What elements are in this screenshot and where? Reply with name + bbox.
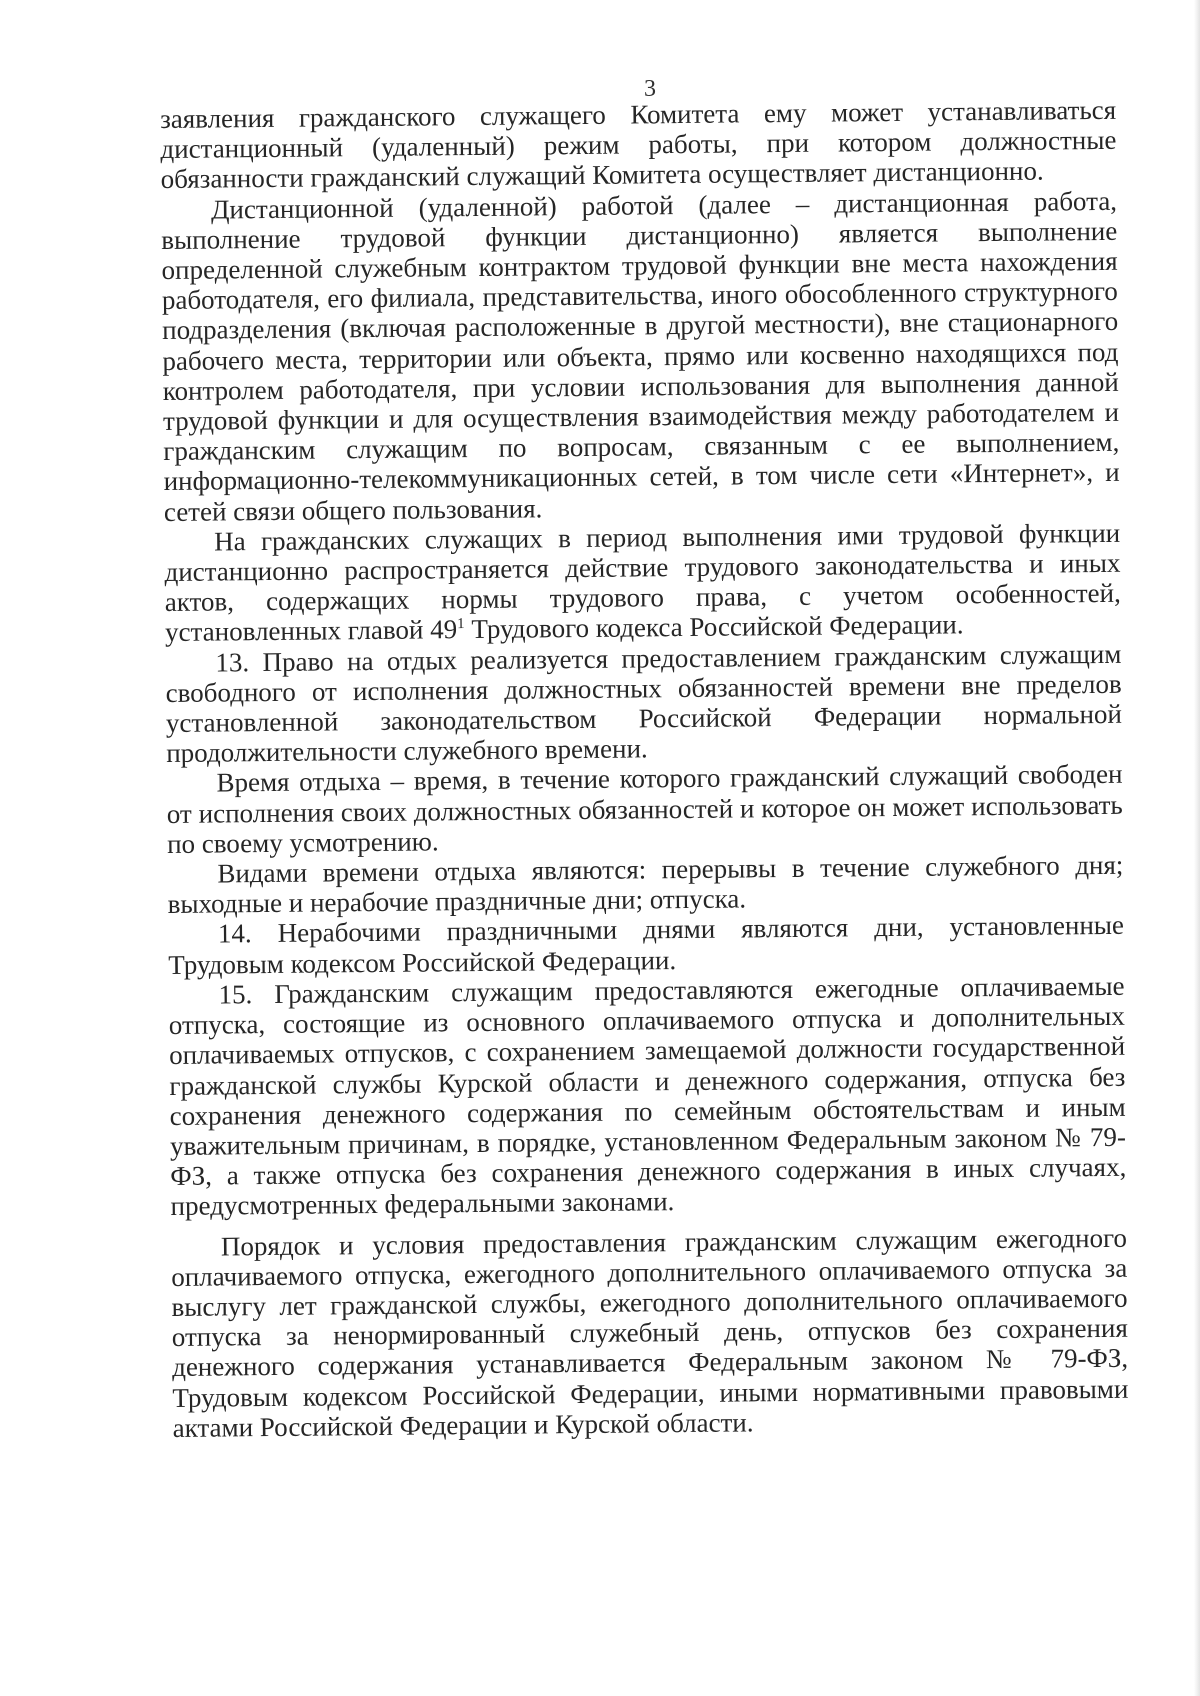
paragraph-rest-types: Видами времени отдыха являются: перерывы в течение служебного дня; выходные и нерабочие праздничные дни; отпуска. <box>167 849 1124 920</box>
document-body <box>160 95 1129 1443</box>
paragraph-labor-law-tail: Трудового кодекса Российской Федерации. <box>464 609 964 645</box>
paragraph-item-15: 15. Гражданским служащим предоставляются ежегодные оплачиваемые отпуска, состоящие из основного оплачиваемого отпуска и дополнительных оплачиваемых отпусков, с сохранением замещаемой должности государственной гражданской службы Курской области и денежного содержания, отпуска без сохранения денежного содержания по семейным обстоятельствам и иным уважительным причинам, в порядке, установленном Федеральным законом № 79-ФЗ, а также отпуска без сохранения денежного содержания в иных случаях, предусмотренных федеральными законами. <box>168 970 1127 1222</box>
paragraph-rest-time: Время отдыха – время, в течение которого гражданский служащий свободен от исполнения своих должностных обязанностей и которое он может использовать по своему усмотрению. <box>166 759 1123 859</box>
paragraph-item-13: 13. Право на отдых реализуется предоставлением гражданским служащим свободного от исполнения должностных обязанностей времени вне пределов установленной законодательством Российской Федерации нормальной продолжительности служебного времени. <box>165 638 1123 769</box>
paragraph-labor-law <box>164 518 1121 648</box>
page-number: 3 <box>644 76 656 102</box>
paragraph-vacation-order: Порядок и условия предоставления гражданским служащим ежегодного оплачиваемого отпуска, ежегодного дополнительного оплачиваемого отпуска за выслугу лет гражданской службы, ежегодного дополнительного оплачиваемого отпуска за ненормированный служебный день, отпусков без сохранения денежного содержания устанавливается Федеральным законом № 79-ФЗ, Трудовым кодексом Российской Федерации, иными нормативными правовыми актами Российской Федерации и Курской области. <box>171 1222 1129 1443</box>
paragraph-remote-work-definition: Дистанционной (удаленной) работой (далее – дистанционная работа, выполнение трудовой функции дистанционно) является выполнение определенной служебным контрактом трудовой функции вне места нахождения работодателя, его филиала, представительства, иного обособленного структурного подразделения (включая расположенные в другой местности), вне стационарного рабочего места, территории или объекта, прямо или косвенно находящихся под контролем работодателя, при условии использования для выполнения данной трудовой функции и для осуществления взаимодействия между работодателем и гражданским служащим по вопросам, связанным с ее выполнением, информационно-телекоммуникационных сетей, в том числе сети «Интернет», и сетей связи общего пользования. <box>161 185 1120 527</box>
scan-page-edge <box>1194 0 1200 1696</box>
chapter-superscript: 1 <box>457 616 465 633</box>
paragraph-item-14: 14. Нерабочими праздничными днями являются дни, установленные Трудовым кодексом Российской Федерации. <box>168 910 1125 980</box>
paragraph-labor-law-text: На гражданских служащих в период выполнения ими трудовой функции дистанционно распространяется действие трудового законодательства и иных актов, содержащих нормы трудового права, с учетом особенностей, установленных главой 49 <box>164 517 1121 648</box>
paragraph-continued: заявления гражданского служащего Комитета ему может устанавливаться дистанционный (удаленный) режим работы, при котором должностные обязанности гражданский служащий Комитета осуществляет дистанционно. <box>160 94 1117 195</box>
